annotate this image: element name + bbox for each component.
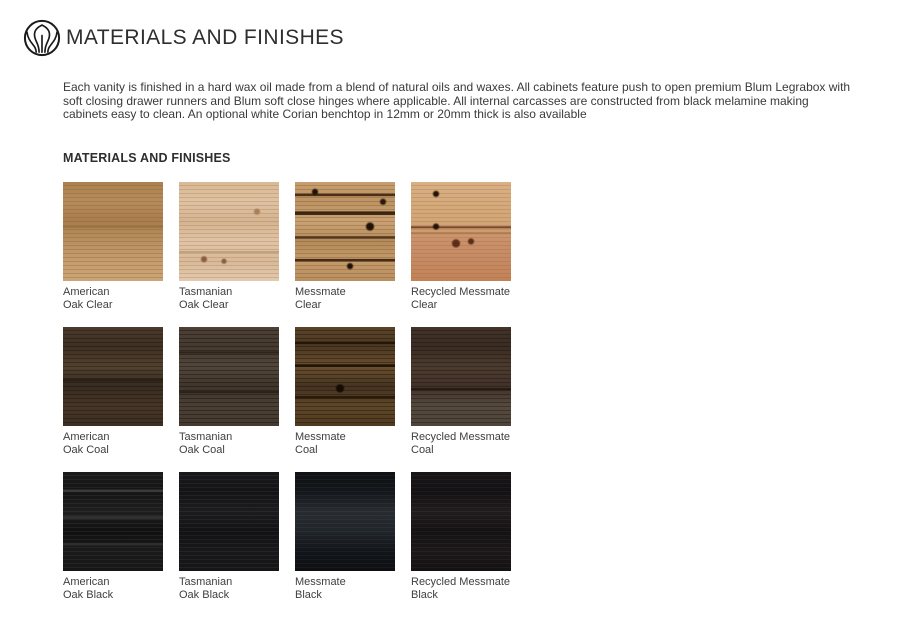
swatch-label bbox=[63, 431, 163, 457]
finish-cell-american-oak-black bbox=[63, 472, 163, 602]
swatch-label bbox=[411, 431, 511, 457]
swatch-label-line1: Tasmanian bbox=[179, 431, 233, 443]
tree-in-circle-logo-icon bbox=[22, 18, 62, 58]
swatch-label-line1: Messmate bbox=[295, 576, 346, 588]
swatch-label-line1: Recycled Messmate bbox=[411, 286, 511, 298]
swatch-label-line2: Oak Clear bbox=[63, 299, 113, 311]
swatch-label bbox=[411, 576, 511, 602]
swatch-label bbox=[411, 286, 511, 312]
swatch-label-line1: Tasmanian bbox=[179, 576, 233, 588]
finishes-grid bbox=[63, 182, 511, 602]
swatch-label-line2: Coal bbox=[295, 444, 318, 456]
swatch-label-line1: American bbox=[63, 286, 110, 298]
swatch-tasmanian-oak-black bbox=[179, 472, 279, 571]
intro-paragraph: Each vanity is finished in a hard wax oil made from a blend of natural oils and waxes. All cabinets feature push to open premium Blum Legrabox with soft closing drawer runners and Blum soft close hinges where applicable. All internal carcasses are constructed from black melamine making cabinets easy to clean. An optional white Corian benchtop in 12mm or 20mm thick is also available bbox=[63, 80, 851, 122]
swatch-label-line2: Oak Clear bbox=[179, 299, 229, 311]
swatch-label-line1: Recycled Messmate bbox=[411, 431, 511, 443]
swatch-label bbox=[179, 431, 279, 457]
swatch-tasmanian-oak-clear bbox=[179, 182, 279, 281]
swatch-label bbox=[63, 576, 163, 602]
swatch-label-line1: Messmate bbox=[295, 286, 346, 298]
swatch-american-oak-black bbox=[63, 472, 163, 571]
swatch-messmate-black bbox=[295, 472, 395, 571]
swatch-label bbox=[295, 286, 395, 312]
page-header bbox=[22, 18, 344, 58]
finish-cell-tasmanian-oak-black bbox=[179, 472, 279, 602]
swatch-label-line2: Oak Coal bbox=[179, 444, 225, 456]
finish-cell-american-oak-coal bbox=[63, 327, 163, 457]
finish-cell-messmate-coal bbox=[295, 327, 395, 457]
swatch-label-line1: Recycled Messmate bbox=[411, 576, 511, 588]
swatch-label-line1: Tasmanian bbox=[179, 286, 233, 298]
swatch-label-line1: American bbox=[63, 576, 110, 588]
swatch-label-line2: Black bbox=[411, 589, 438, 601]
swatch-recycled-messmate-coal bbox=[411, 327, 511, 426]
section-heading: MATERIALS AND FINISHES bbox=[63, 151, 231, 165]
finish-cell-tasmanian-oak-coal bbox=[179, 327, 279, 457]
swatch-label-line2: Oak Black bbox=[63, 589, 114, 601]
swatch-recycled-messmate-black bbox=[411, 472, 511, 571]
swatch-label-line2: Coal bbox=[411, 444, 434, 456]
swatch-messmate-clear bbox=[295, 182, 395, 281]
swatch-label-line2: Clear bbox=[411, 299, 438, 311]
finish-cell-messmate-clear bbox=[295, 182, 395, 312]
swatch-american-oak-clear bbox=[63, 182, 163, 281]
swatch-label bbox=[295, 576, 395, 602]
swatch-recycled-messmate-clear bbox=[411, 182, 511, 281]
swatch-label-line2: Black bbox=[295, 589, 322, 601]
swatch-tasmanian-oak-coal bbox=[179, 327, 279, 426]
page-title: MATERIALS AND FINISHES bbox=[66, 26, 344, 49]
swatch-label-line2: Oak Black bbox=[179, 589, 230, 601]
finish-cell-recycled-messmate-black bbox=[411, 472, 511, 602]
swatch-label bbox=[63, 286, 163, 312]
swatch-label-line1: Messmate bbox=[295, 431, 346, 443]
swatch-label-line1: American bbox=[63, 431, 110, 443]
finish-cell-messmate-black bbox=[295, 472, 395, 602]
finish-cell-recycled-messmate-coal bbox=[411, 327, 511, 457]
finish-cell-american-oak-clear bbox=[63, 182, 163, 312]
swatch-label-line2: Clear bbox=[295, 299, 322, 311]
swatch-label bbox=[179, 576, 279, 602]
swatch-label bbox=[179, 286, 279, 312]
swatch-label bbox=[295, 431, 395, 457]
swatch-label-line2: Oak Coal bbox=[63, 444, 109, 456]
finish-cell-recycled-messmate-clear bbox=[411, 182, 511, 312]
swatch-messmate-coal bbox=[295, 327, 395, 426]
finish-cell-tasmanian-oak-clear bbox=[179, 182, 279, 312]
swatch-american-oak-coal bbox=[63, 327, 163, 426]
